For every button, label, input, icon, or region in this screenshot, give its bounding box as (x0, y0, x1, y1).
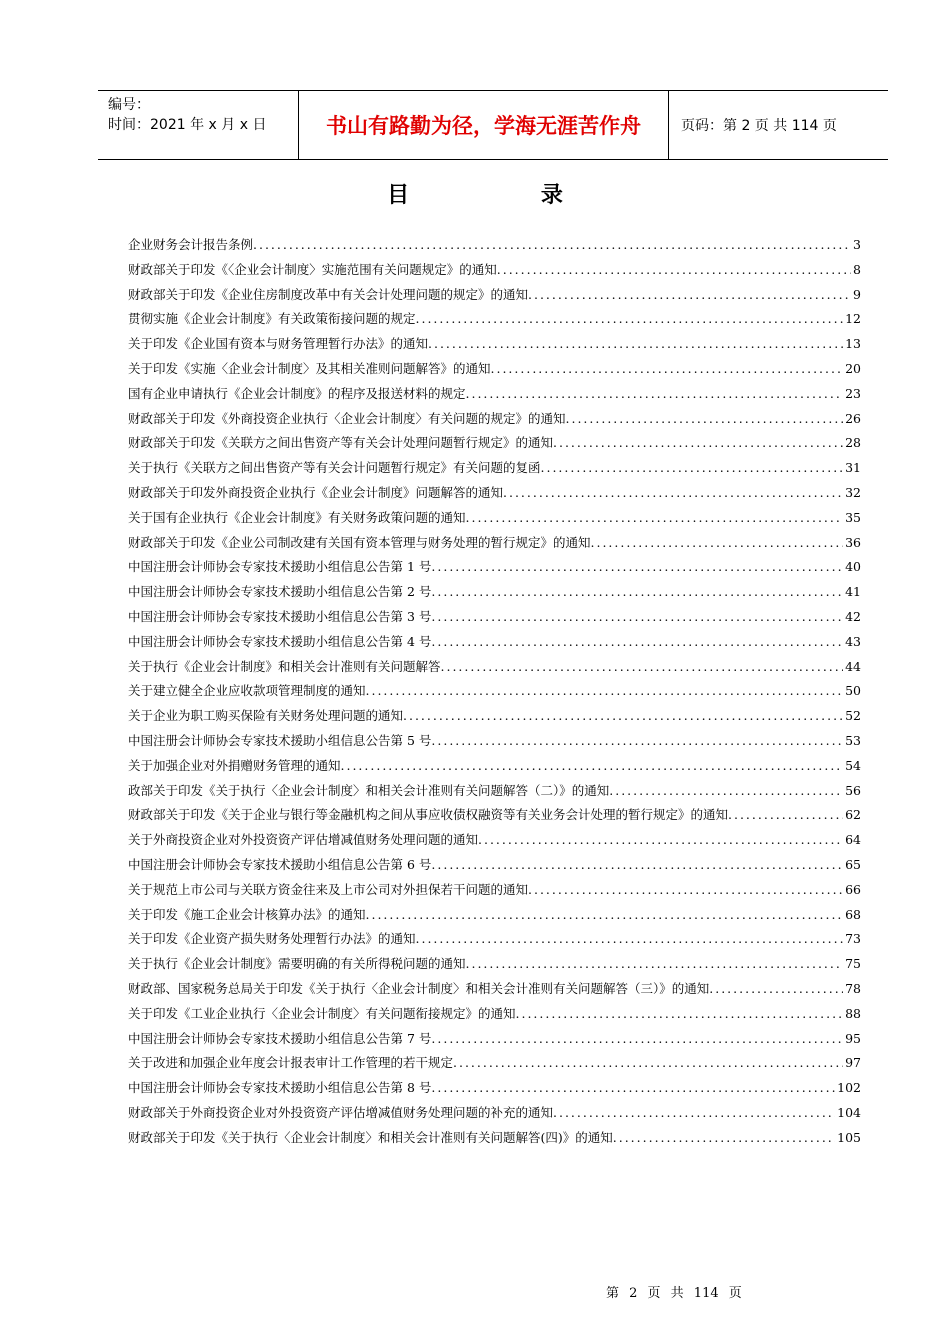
toc-entry[interactable] (128, 334, 861, 359)
toc-entry[interactable] (128, 384, 861, 409)
toc-entry-page: 41 (845, 584, 861, 600)
toc-leader-dots (553, 1105, 835, 1120)
toc-entry[interactable] (128, 309, 861, 334)
toc-entry-title: 财政部关于印发《外商投资企业执行〈企业会计制度〉有关问题的规定》的通知 (128, 410, 566, 426)
toc-entry[interactable] (128, 1078, 861, 1103)
toc-entry-page: 62 (845, 807, 861, 823)
toc-entry-title: 中国注册会计师协会专家技术援助小组信息公告第 8 号 (128, 1080, 432, 1096)
toc-entry-title: 国有企业申请执行《企业会计制度》的程序及报送材料的规定 (128, 385, 466, 401)
toc-entry[interactable] (128, 285, 861, 310)
toc-entry[interactable] (128, 731, 861, 756)
toc-entry-title: 中国注册会计师协会专家技术援助小组信息公告第 6 号 (128, 856, 432, 872)
toc-entry-page: 42 (845, 608, 861, 624)
toc-leader-dots (591, 535, 844, 550)
toc-entry[interactable] (128, 805, 861, 830)
toc-leader-dots (431, 609, 843, 624)
toc-entry[interactable] (128, 235, 861, 260)
toc-entry[interactable] (128, 880, 861, 905)
toc-leader-dots (453, 1055, 843, 1070)
toc-entry-title: 中国注册会计师协会专家技术援助小组信息公告第 3 号 (128, 608, 432, 624)
toc-entry[interactable] (128, 1053, 861, 1078)
toc-leader-dots (431, 1080, 835, 1095)
header-meta (98, 91, 299, 159)
toc-entry[interactable] (128, 557, 861, 582)
toc-entry-page: 13 (845, 336, 861, 352)
toc-entry[interactable] (128, 1004, 861, 1029)
toc-leader-dots (428, 336, 843, 351)
toc-leader-dots (528, 882, 843, 897)
toc-leader-dots (366, 683, 844, 698)
toc-leader-dots (431, 1031, 843, 1046)
toc-leader-dots (366, 907, 844, 922)
toc-entry-title: 关于改进和加强企业年度会计报表审计工作管理的若干规定 (128, 1055, 454, 1071)
toc-entry[interactable] (128, 508, 861, 533)
toc-leader-dots (553, 435, 843, 450)
toc-entry[interactable] (128, 954, 861, 979)
toc-entry-page: 20 (845, 360, 861, 376)
toc-leader-dots (416, 931, 844, 946)
toc-entry-title: 财政部关于印发《关于企业与银行等金融机构之间从事应收债权融资等有关业务会计处理的暂行规定》的通知 (128, 807, 729, 823)
toc-leader-dots (416, 311, 844, 326)
toc-entry-page: 64 (845, 832, 861, 848)
toc-entry[interactable] (128, 433, 861, 458)
toc-entry[interactable] (128, 706, 861, 731)
header-motto: 书山有路勤为径，学海无涯苦作舟 (299, 91, 669, 159)
toc-entry-page: 53 (845, 732, 861, 748)
toc-entry-page: 26 (845, 410, 861, 426)
toc-leader-dots (566, 411, 844, 426)
toc-leader-dots (503, 485, 843, 500)
toc-entry-title: 关于执行《企业会计制度》需要明确的有关所得税问题的通知 (128, 956, 466, 972)
toc-entry-page: 88 (845, 1005, 861, 1021)
time-text: 时间：2021 年 x 月 x 日 (108, 117, 267, 133)
toc-entry-page: 43 (845, 633, 861, 649)
toc-entry-title: 关于加强企业对外捐赠财务管理的通知 (128, 757, 341, 773)
toc-entry-page: 32 (845, 484, 861, 500)
toc-entry-title: 关于外商投资企业对外投资资产评估增减值财务处理问题的通知 (128, 832, 479, 848)
toc-entry-title: 中国注册会计师协会专家技术援助小组信息公告第 1 号 (128, 559, 432, 575)
toc-entry[interactable] (128, 359, 861, 384)
toc-entry-title: 关于执行《企业会计制度》和相关会计准则有关问题解答 (128, 658, 441, 674)
toc-entry-title: 关于印发《企业国有资本与财务管理暂行办法》的通知 (128, 336, 429, 352)
toc-entry-page: 68 (845, 906, 861, 922)
toc-entry[interactable] (128, 632, 861, 657)
toc-entry-title: 关于国有企业执行《企业会计制度》有关财务政策问题的通知 (128, 509, 466, 525)
toc-entry[interactable] (128, 582, 861, 607)
toc-leader-dots (341, 758, 844, 773)
toc-entry-page: 66 (845, 881, 861, 897)
toc-entry-title: 关于规范上市公司与关联方资金往来及上市公司对外担保若干问题的通知 (128, 881, 529, 897)
toc-leader-dots (403, 708, 843, 723)
toc-entry-page: 56 (845, 782, 861, 798)
toc-leader-dots (609, 783, 843, 798)
toc-entry-title: 关于印发《施工企业会计核算办法》的通知 (128, 906, 366, 922)
toc-entry-title: 财政部关于印发外商投资企业执行《企业会计制度》问题解答的通知 (128, 484, 504, 500)
toc-leader-dots (431, 634, 843, 649)
toc-leader-dots (431, 559, 843, 574)
toc-entry-page: 3 (853, 237, 861, 252)
toc-entry-title: 中国注册会计师协会专家技术援助小组信息公告第 5 号 (128, 732, 432, 748)
header-page-info: 页码：第 2 页 共 114 页 (681, 118, 837, 134)
toc-entry[interactable] (128, 905, 861, 930)
toc-leader-dots (709, 981, 843, 996)
toc-entry-title: 贯彻实施《企业会计制度》有关政策衔接问题的规定 (128, 311, 416, 327)
toc-entry-page: 52 (845, 708, 861, 724)
toc-leader-dots (466, 386, 844, 401)
toc-entry-page: 104 (837, 1104, 861, 1120)
toc-entry-page: 75 (845, 956, 861, 972)
toc-entry-page: 36 (845, 534, 861, 550)
toc-entry-page: 35 (845, 509, 861, 525)
toc-entry[interactable] (128, 781, 861, 806)
toc-entry-page: 12 (845, 311, 861, 327)
toc-leader-dots (478, 832, 843, 847)
toc-entry-page: 44 (845, 658, 861, 674)
toc-entry[interactable] (128, 657, 861, 682)
toc-entry-page: 8 (853, 261, 861, 277)
toc-entry-title: 关于印发《企业资产损失财务处理暂行办法》的通知 (128, 931, 416, 947)
toc-entry[interactable] (128, 1029, 861, 1054)
toc-entry-page: 65 (845, 856, 861, 872)
toc-entry-page: 95 (845, 1030, 861, 1046)
toc-entry-title: 财政部、国家税务总局关于印发《关于执行〈企业会计制度〉和相关会计准则有关问题解答（三）》的通知 (128, 980, 710, 996)
toc-leader-dots (466, 510, 844, 525)
toc-entry-title: 财政部关于印发《企业住房制度改革中有关会计处理问题的规定》的通知 (128, 286, 529, 302)
toc-entry[interactable] (128, 855, 861, 880)
toc-leader-dots (431, 733, 843, 748)
toc-entry-page: 105 (837, 1129, 861, 1145)
code-label: 编号： (108, 97, 150, 113)
toc-entry-title: 中国注册会计师协会专家技术援助小组信息公告第 4 号 (128, 633, 432, 649)
page-header (98, 90, 888, 160)
toc-entry[interactable] (128, 607, 861, 632)
toc-entry-page: 28 (845, 435, 861, 451)
toc-entry-page: 50 (845, 683, 861, 699)
toc-entry-page: 31 (845, 460, 861, 476)
toc-entry-page: 23 (845, 385, 861, 401)
toc-leader-dots (541, 460, 844, 475)
toc-leader-dots (528, 287, 851, 302)
footer-page-number: 第 2 页 共 114 页 (606, 1286, 742, 1301)
toc-leader-dots (497, 262, 851, 277)
toc-entry-page: 73 (845, 931, 861, 947)
toc-entry-title: 财政部关于印发《企业公司制改建有关国有资本管理与财务处理的暂行规定》的通知 (128, 534, 591, 550)
toc-leader-dots (441, 659, 844, 674)
toc-leader-dots (466, 956, 844, 971)
toc-entry[interactable] (128, 830, 861, 855)
toc-entry-page: 97 (845, 1055, 861, 1071)
toc-entry[interactable] (128, 483, 861, 508)
toc-entry-page: 78 (845, 980, 861, 996)
toc-entry-title: 关于企业为职工购买保险有关财务处理问题的通知 (128, 708, 404, 724)
toc-entry-title: 关于印发《工业企业执行〈企业会计制度〉有关问题衔接规定》的通知 (128, 1005, 516, 1021)
toc-entry-title: 关于执行《关联方之间出售资产等有关会计问题暂行规定》有关问题的复函 (128, 460, 541, 476)
toc-entry[interactable] (128, 929, 861, 954)
toc-entry-page: 40 (845, 559, 861, 575)
toc-entry-title: 财政部关于印发《〈企业会计制度〉实施范围有关问题规定》的通知 (128, 261, 497, 277)
toc-entry-title: 关于印发《实施〈企业会计制度〉及其相关准则问题解答》的通知 (128, 360, 491, 376)
toc-entry-title: 中国注册会计师协会专家技术援助小组信息公告第 2 号 (128, 584, 432, 600)
toc-leader-dots (431, 857, 843, 872)
toc-leader-dots (613, 1130, 835, 1145)
toc-entry[interactable] (128, 1103, 861, 1128)
toc-entry-title: 财政部关于印发《关于执行〈企业会计制度〉和相关会计准则有关问题解答(四)》的通知 (128, 1129, 613, 1145)
toc-entry[interactable] (128, 458, 861, 483)
toc-entry-title: 财政部关于印发《关联方之间出售资产等有关会计处理问题暂行规定》的通知 (128, 435, 554, 451)
toc-entry[interactable] (128, 260, 861, 285)
toc-entry-title: 政部关于印发《关于执行〈企业会计制度〉和相关会计准则有关问题解答（二）》的通知 (128, 782, 610, 798)
toc-leader-dots (491, 361, 844, 376)
toc-entry-page: 54 (845, 757, 861, 773)
toc-leader-dots (253, 237, 851, 252)
toc-entry[interactable] (128, 409, 861, 434)
toc-leader-dots (431, 584, 843, 599)
toc-entry-page: 9 (853, 286, 861, 302)
toc-entry[interactable] (128, 756, 861, 781)
toc-entry-title: 财政部关于外商投资企业对外投资资产评估增减值财务处理问题的补充的通知 (128, 1104, 554, 1120)
toc-entry-page: 102 (837, 1080, 861, 1096)
toc-entry[interactable] (128, 979, 861, 1004)
toc-entry-title: 企业财务会计报告条例 (128, 237, 254, 252)
page-title: 目 录 (387, 183, 625, 208)
toc-entry[interactable] (128, 533, 861, 558)
toc-entry[interactable] (128, 1128, 861, 1153)
toc-leader-dots (516, 1006, 844, 1021)
toc-entry-title: 关于建立健全企业应收款项管理制度的通知 (128, 683, 366, 699)
toc-leader-dots (728, 807, 843, 822)
toc-entry-title: 中国注册会计师协会专家技术援助小组信息公告第 7 号 (128, 1030, 432, 1046)
table-of-contents (128, 235, 861, 1152)
toc-entry[interactable] (128, 681, 861, 706)
